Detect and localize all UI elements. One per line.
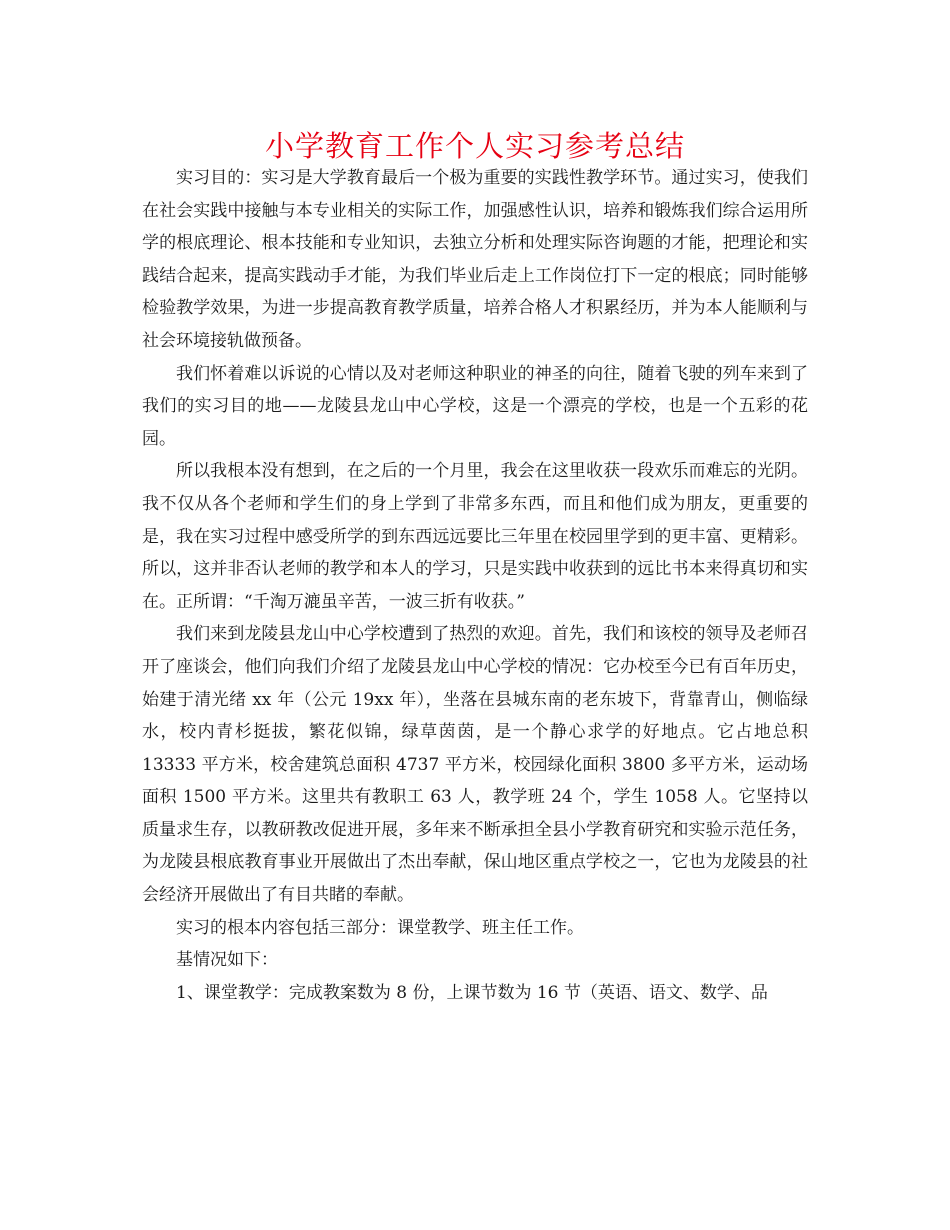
document-title: 小学教育工作个人实习参考总结 — [264, 129, 685, 163]
document-body — [142, 162, 808, 1009]
paragraph-content: 实习的根本内容包括三部分：课堂教学、班主任工作。 — [176, 917, 584, 938]
paragraph-school-intro: 我们来到龙陵县龙山中心学校遭到了热烈的欢迎。首先，我们和该校的领导及老师召开了座谈会，他们向我们介绍了龙陵县龙山中心学校的情况：它办校至今已有百年历史，始建于清光绪 xx 年（公元 19xx 年），坐落在县城东南的老东坡下，背靠青山，侧临绿水，校内青杉挺拔，繁花似锦，绿草茵茵，是一个静心求学的好地点。它占地总积 13333 平方米，校舍建筑总面积 4737 平方米，校园绿化面积 3800 多平方米，运动场面积 1500 平方米。这里共有教职工 63 人，教学班 24 个，学生 1058 人。它坚持以质量求生存，以教研教改促进开展，多年来不断承担全县小学教育研究和实验示范任务，为龙陵县根底教育事业开展做出了杰出奉献，保山地区重点学校之一，它也为龙陵县的社会经济开展做出了有目共睹的奉献。 — [142, 624, 808, 906]
paragraph-situation: 基情况如下： — [176, 950, 278, 971]
paragraph-gains: 所以我根本没有想到，在之后的一个月里，我会在这里收获一段欢乐而难忘的光阴。我不仅从各个老师和学生们的身上学到了非常多东西，而且和他们成为朋友，更重要的是，我在实习过程中感受所学的到东西远远要比三年里在校园里学到的更丰富、更精彩。所以，这并非否认老师的教学和本人的学习，只是实践中收获到的远比书本来得真切和实在。正所谓：“千淘万漉虽辛苦，一波三折有收获。” — [142, 461, 808, 612]
paragraph-teaching: 1、课堂教学：完成教案数为 8 份，上课节数为 16 节（英语、语文、数学、品 — [176, 982, 768, 1003]
paragraph-arrival: 我们怀着难以诉说的心情以及对老师这种职业的神圣的向往，随着飞驶的列车来到了我们的实习目的地——龙陵县龙山中心学校，这是一个漂亮的学校，也是一个五彩的花园。 — [142, 363, 808, 449]
paragraph-purpose: 实习目的：实习是大学教育最后一个极为重要的实践性教学环节。通过实习，使我们在社会实践中接触与本专业相关的实际工作，加强感性认识，培养和锻炼我们综合运用所学的根底理论、根本技能和专业知识，去独立分析和处理实际咨询题的才能，把理论和实践结合起来，提高实践动手才能，为我们毕业后走上工作岗位打下一定的根底；同时能够检验教学效果，为进一步提高教育教学质量，培养合格人才积累经历，并为本人能顺利与社会环境接轨做预备。 — [142, 168, 808, 351]
